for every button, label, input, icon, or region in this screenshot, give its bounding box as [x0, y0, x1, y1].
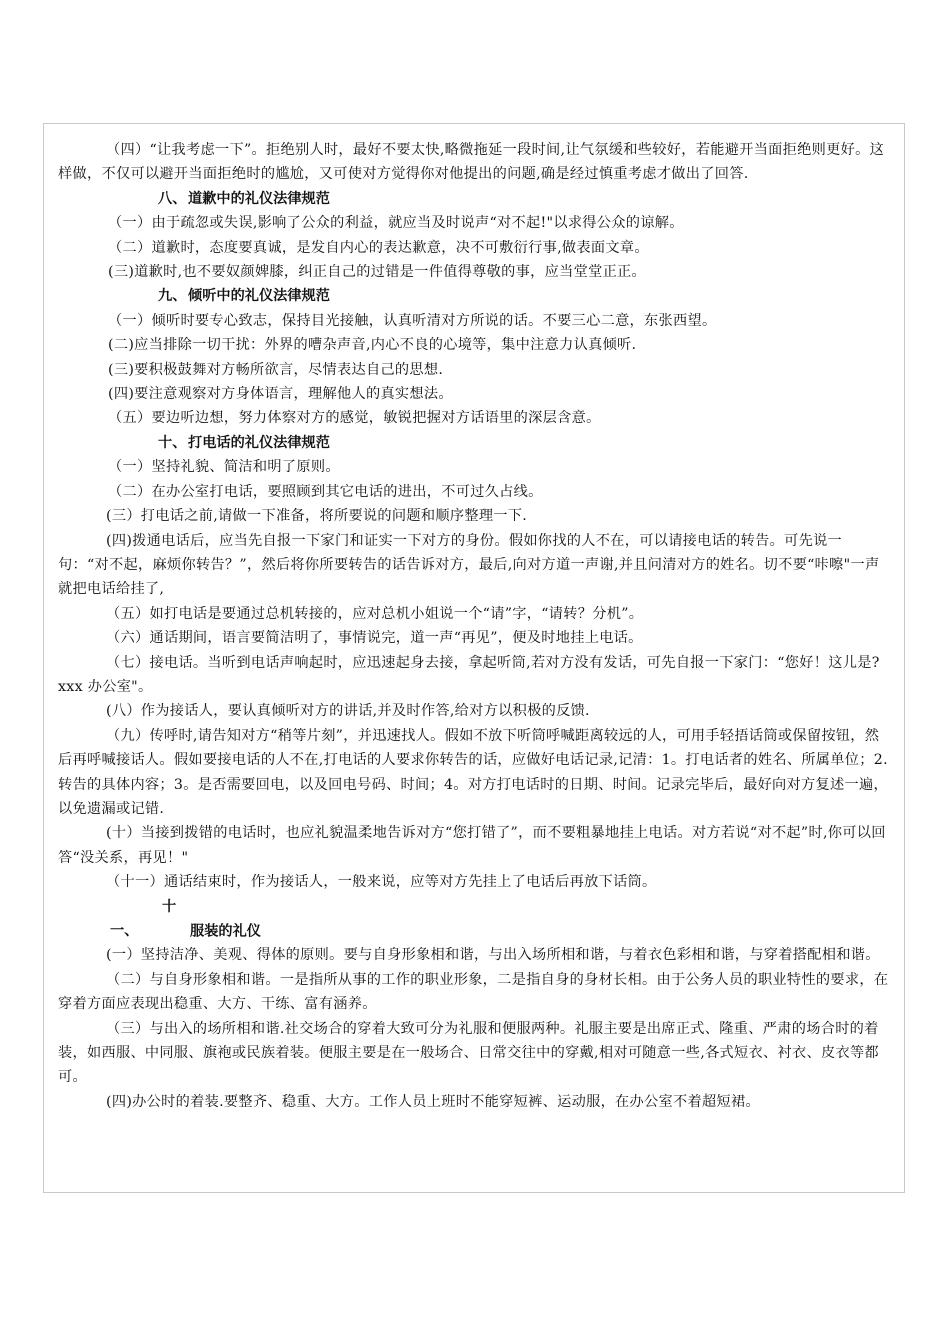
paragraph: （一）坚持礼貌、简洁和明了原则。: [108, 459, 340, 476]
paragraph: (二)应当排除一切干扰：外界的嘈杂声音,内心不良的心境等，集中注意力认真倾听.: [108, 337, 637, 354]
section-title: 道歉中的礼仪法律规范: [188, 190, 330, 207]
paragraph: (十）当接到拨错的电话时，也应礼貌温柔地告诉对方“您打错了”，而不要粗暴地挂上电话。对方若说“对不起”时,你可以回答“没关系，再见！": [58, 825, 886, 866]
paragraph: （一）由于疏忽或失误,影响了公众的利益，就应当及时说声“对不起!"以求得公众的谅解。: [108, 215, 684, 232]
paragraph: （六）通话期间，语言要简洁明了，事情说完，道一声“再见”，便及时地挂上电话。: [106, 630, 643, 647]
paragraph: (三）打电话之前,请做一下准备，将所要说的问题和顺序整理一下.: [106, 508, 528, 525]
paragraph: (一）坚持洁净、美观、得体的原则。要与自身形象相和谐，与出入场所相和谐，与着衣色彩相和谐，与穿着搭配相和谐。: [106, 947, 880, 964]
section-number: 十一、: [110, 898, 177, 939]
paragraph: （四）“让我考虑一下”。拒绝别人时，最好不要太快,略微拖延一段时间,让气氛缓和些较好，若能避开当面拒绝则更好。这样做，不仅可以避开当面拒绝时的尴尬，又可使对方觉得你对他提出的问题,确是经过慎重考虑才做出了回答.: [58, 142, 885, 183]
paragraph: (三)要积极鼓舞对方畅所欲言，尽情表达自己的思想.: [108, 361, 444, 378]
paragraph: （二）在办公室打电话，要照顾到其它电话的进出，不可过久占线。: [108, 483, 543, 500]
paragraph: （三）与出入的场所相和谐.社交场合的穿着大致可分为礼服和便服两种。礼服主要是出席正式、隆重、严肃的场合时的着装，如西服、中同服、旗袍或民族着装。便服主要是在一般场合、日常交往中的穿戴,相对可随意一些,各式短衣、衬衣、皮衣等都可。: [58, 1020, 879, 1086]
section-title: 打电话的礼仪法律规范: [188, 434, 330, 451]
paragraph: （二）与自身形象相和谐。一是指所从事的工作的职业形象，二是指自身的身材长相。由于公务人员的职业特性的要求，在穿着方面应表现出稳重、大方、干练、富有涵养。: [58, 971, 889, 1013]
paragraph: （九）传呼时,请告知对方“稍等片刻”，并迅速找人。假如不放下听筒呼喊距离较远的人，可用手轻捂话筒或保留按钮，然后再呼喊接话人。假如要接电话的人不在,打电话的人要求你转告的话，应做好电话记录,记清：1。打电话者的姓名、所属单位；2.转告的具体内容；3。是否需要回电，以及回电号码、时间；4。对方打电话时的日期、时间。记录完毕后，最好向对方复述一遍，以免遗漏或记错.: [58, 727, 888, 817]
paragraph: （五）如打电话是要通过总机转接的，应对总机小姐说一个“请”字，“请转？分机”。: [106, 605, 644, 622]
section-number: 十、: [158, 434, 187, 451]
section-heading: [58, 284, 890, 308]
paragraph: (四)拨通电话后，应当先自报一下家门和证实一下对方的身份。假如你找的人不在，可以请接电话的转告。可先说一句：“对不起，麻烦你转告？”，然后将你所要转告的话告诉对方，最后,向对方道一声谢,并且问清对方的姓名。切不要“咔嚓"一声就把电话给挂了,: [58, 532, 880, 598]
paragraph: （二）道歉时，态度要真诚，是发自内心的表达歉意，决不可敷衍行事,做表面文章。: [108, 239, 649, 256]
section-heading: [58, 895, 890, 944]
section-number: 八、: [158, 190, 187, 207]
section-heading: [58, 431, 890, 455]
section-heading: [58, 187, 890, 211]
paragraph: (三)道歉时,也不要奴颜婢膝，纠正自己的过错是一件值得尊敬的事，应当堂堂正正。: [108, 264, 647, 281]
paragraph: (八）作为接话人，要认真倾听对方的讲话,并及时作答,给对方以积极的反馈.: [106, 703, 590, 720]
paragraph: （一）倾听时要专心致志，保持目光接触，认真听清对方所说的话。不要三心二意，东张西望。: [108, 312, 717, 329]
section-title: 倾听中的礼仪法律规范: [188, 288, 330, 305]
paragraph: （七）接电话。当听到电话声响起时，应迅速起身去接，拿起听筒,若对方没有发话，可先自报一下家门：“您好！这儿是?xxx 办公室"。: [58, 654, 880, 695]
document-body: [58, 138, 890, 1114]
section-title: 服装的礼仪: [190, 923, 261, 939]
paragraph: （五）要边听边想，努力体察对方的感觉，敏锐把握对方话语里的深层含意。: [108, 410, 601, 427]
section-number: 九、: [158, 288, 187, 305]
paragraph: （十一）通话结束时，作为接话人，一般来说，应等对方先挂上了电话后再放下话筒。: [106, 874, 657, 891]
paragraph: (四)要注意观察对方身体语言，理解他人的真实想法。: [108, 386, 453, 403]
paragraph: (四)办公时的着装.要整齐、稳重、大方。工作人员上班时不能穿短裤、运动服，在办公室不着超短裙。: [106, 1093, 760, 1110]
